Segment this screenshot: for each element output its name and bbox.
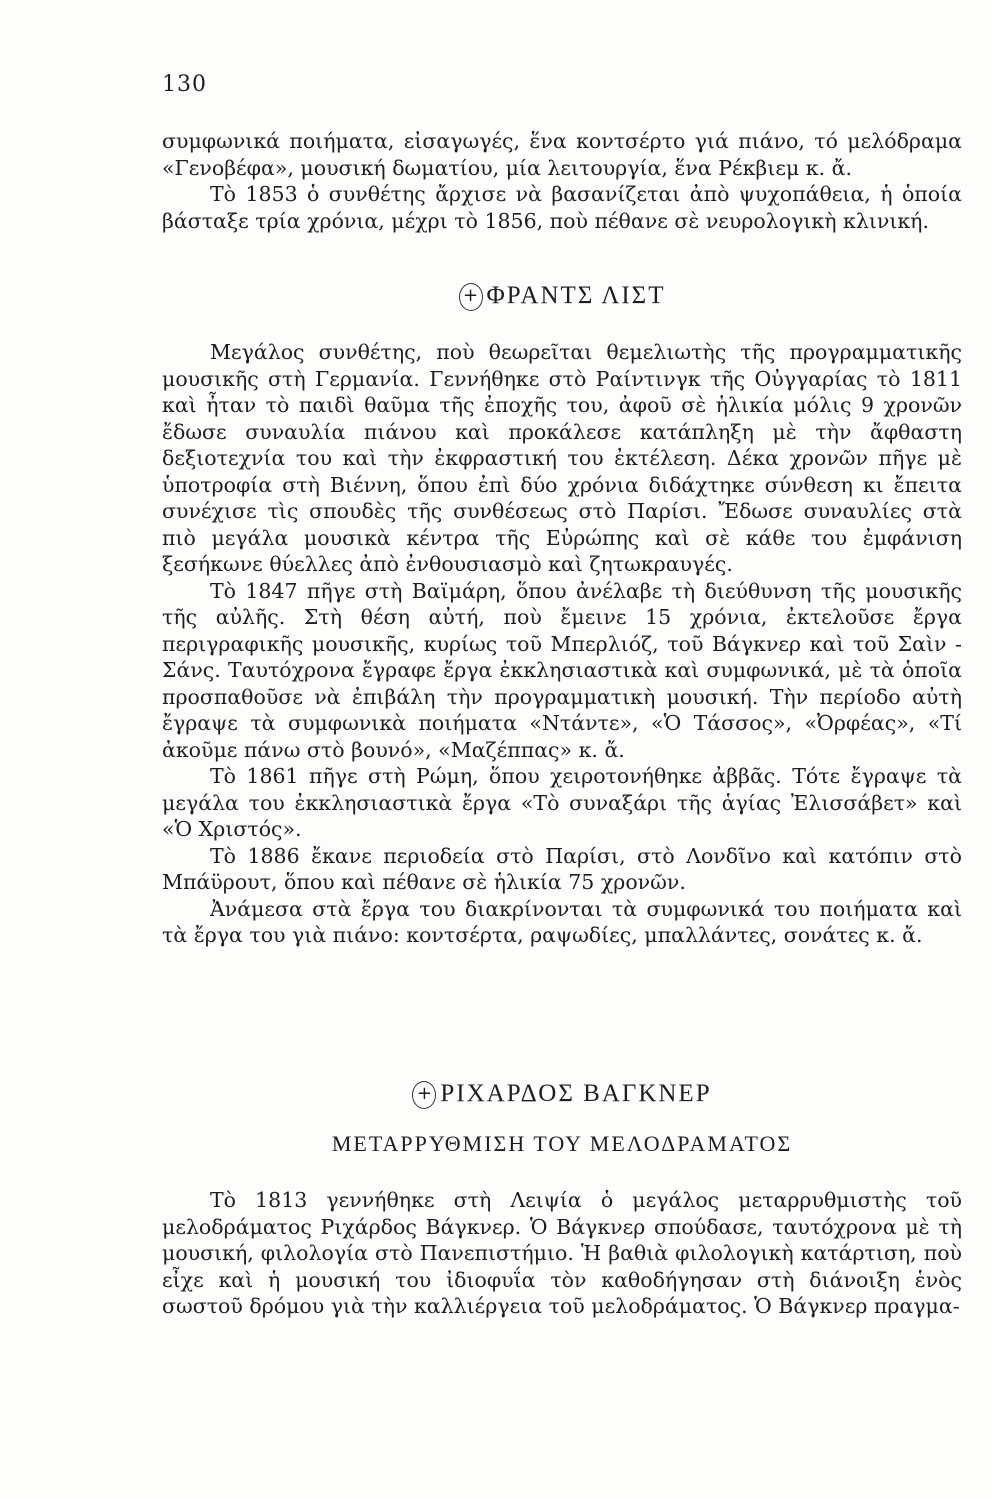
wagner-heading-text: ΡΙΧΑΡΔΟΣ ΒΑΓΚΝΕΡ xyxy=(440,1080,712,1107)
intro-text xyxy=(162,128,962,234)
wagner-paragraph: Τὸ 1813 γεννήθηκε στὴ Λειψία ὁ μεγάλος μεταρρυθμιστὴς τοῦ μελοδράματος Ριχάρδος Βάγκνερ. Ὁ Βάγκνερ σπούδασε, ταυτόχρονα μὲ τὴ μουσική, φιλολογία στὸ Πανεπιστήμιο. Ἡ βαθιὰ φιλολογικὴ κατάρτιση, ποὺ εἶχε καὶ ἡ μουσική του ἰδιοφυΐα τὸν καθοδήγησαν στὴ διάνοιξη ἑνὸς σωστοῦ δρόμου γιὰ τὴν καλλιέργεια τοῦ μελοδράματος. Ὁ Βάγκνερ πραγμα- xyxy=(162,1188,962,1318)
liszt-text xyxy=(162,339,962,949)
cross-mark-icon: + xyxy=(412,1081,436,1109)
page-number: 130 xyxy=(162,72,207,97)
cross-mark-icon: + xyxy=(459,283,483,311)
wagner-heading xyxy=(162,1080,962,1109)
wagner-subheading: ΜΕΤΑΡΡΥΘΜΙΣΗ ΤΟΥ ΜΕΛΟΔΡΑΜΑΤΟΣ xyxy=(331,1131,793,1156)
liszt-heading-text: ΦΡΑΝΤΣ ΛΙΣΤ xyxy=(486,282,666,309)
wagner-text xyxy=(162,1187,962,1320)
liszt-paragraph: Τὸ 1847 πῆγε στὴ Βαϊμάρη, ὅπου ἀνέλαβε τὴ διεύθυνση τῆς μουσικῆς τῆς αὐλῆς. Στὴ θέση αὐτή, ποὺ ἔμεινε 15 χρόνια, ἐκτελοῦσε ἔργα περιγραφικῆς μουσικῆς, κυρίως τοῦ Μπερλιόζ, τοῦ Βάγκνερ καὶ τοῦ Σαὶν - Σάνς. Ταυτόχρονα ἔγραφε ἔργα ἐκκλησιαστικὰ καὶ συμφωνικά, μὲ τὰ ὁποῖα προσπαθοῦσε νὰ ἐπιβάλη τὴν προγραμματικὴ μουσική. Τὴν περίοδο αὐτὴ ἔγραψε τὰ συμφωνικὰ ποιήματα «Ντάντε», «Ὁ Τάσσος», «Ὀρφέας», «Τί ἀκοῦμε πάνω στὸ βουνό», «Μαζέππας» κ. ἄ. xyxy=(162,578,962,762)
liszt-paragraph: Μεγάλος συνθέτης, ποὺ θεωρεῖται θεμελιωτὴς τῆς προγραμματικῆς μουσικῆς στὴ Γερμανία. Γεννήθηκε στὸ Ραίντινγκ τῆς Οὐγγαρίας τὸ 1811 καὶ ἦταν τὸ παιδὶ θαῦμα τῆς ἐποχῆς του, ἀφοῦ σὲ ἡλικία μόλις 9 χρονῶν ἔδωσε συναυλία πιάνου καὶ προκάλεσε κατάπληξη μὲ τὴν ἄφθαστη δεξιοτεχνία του καὶ τὴν ἐκφραστική του ἐκτέλεση. Δέκα χρονῶν πῆγε μὲ ὑποτροφία στὴ Βιέννη, ὅπου ἐπὶ δύο χρόνια διδάχτηκε σύνθεση κι ἔπειτα συνέχισε τὶς σπουδὲς τῆς συνθέσεως στὸ Παρίσι. Ἔδωσε συναυλίες στὰ πιὸ μεγάλα μουσικὰ κέντρα τῆς Εὐρώπης καὶ σὲ κάθε του ἐμφάνιση ξεσήκωνε θύελλες ἀπὸ ἐνθουσιασμὸ καὶ ζητωκραυγές. xyxy=(162,340,962,576)
liszt-paragraph: Τὸ 1886 ἔκανε περιοδεία στὸ Παρίσι, στὸ Λονδῖνο καὶ κατόπιν στὸ Μπάϋρουτ, ὅπου καὶ πέθανε σὲ ἡλικία 75 χρονῶν. xyxy=(162,843,962,894)
liszt-paragraph: Τὸ 1861 πῆγε στὴ Ρώμη, ὅπου χειροτονήθηκε ἀββᾶς. Τότε ἔγραψε τὰ μεγάλα του ἐκκλησιαστικὰ ἔργα «Τὸ συναξάρι τῆς ἁγίας Ἐλισσάβετ» καὶ «Ὁ Χριστός». xyxy=(162,764,962,841)
intro-paragraph-continuation: συμφωνικά ποιήματα, εἰσαγωγές, ἕνα κοντσέρτο γιά πιάνο, τό μελόδραμα «Γενοβέφα», μουσική δωματίου, μία λειτουργία, ἕνα Ρέκβιεμ κ. ἄ. xyxy=(162,129,962,180)
liszt-paragraph: Ἀνάμεσα στὰ ἔργα του διακρίνονται τὰ συμφωνικά του ποιήματα καὶ τὰ ἔργα του γιὰ πιάνο: κοντσέρτα, ραψωδίες, μπαλλάντες, σονάτες κ. ἄ. xyxy=(162,896,962,947)
intro-paragraph: Τὸ 1853 ὁ συνθέτης ἄρχισε νὰ βασανίζεται ἀπὸ ψυχοπάθεια, ἡ ὁποία βάσταξε τρία χρόνια, μέχρι τὸ 1856, ποὺ πέθανε σὲ νευρολογικὴ κλινική. xyxy=(162,182,962,233)
liszt-heading xyxy=(162,282,962,311)
